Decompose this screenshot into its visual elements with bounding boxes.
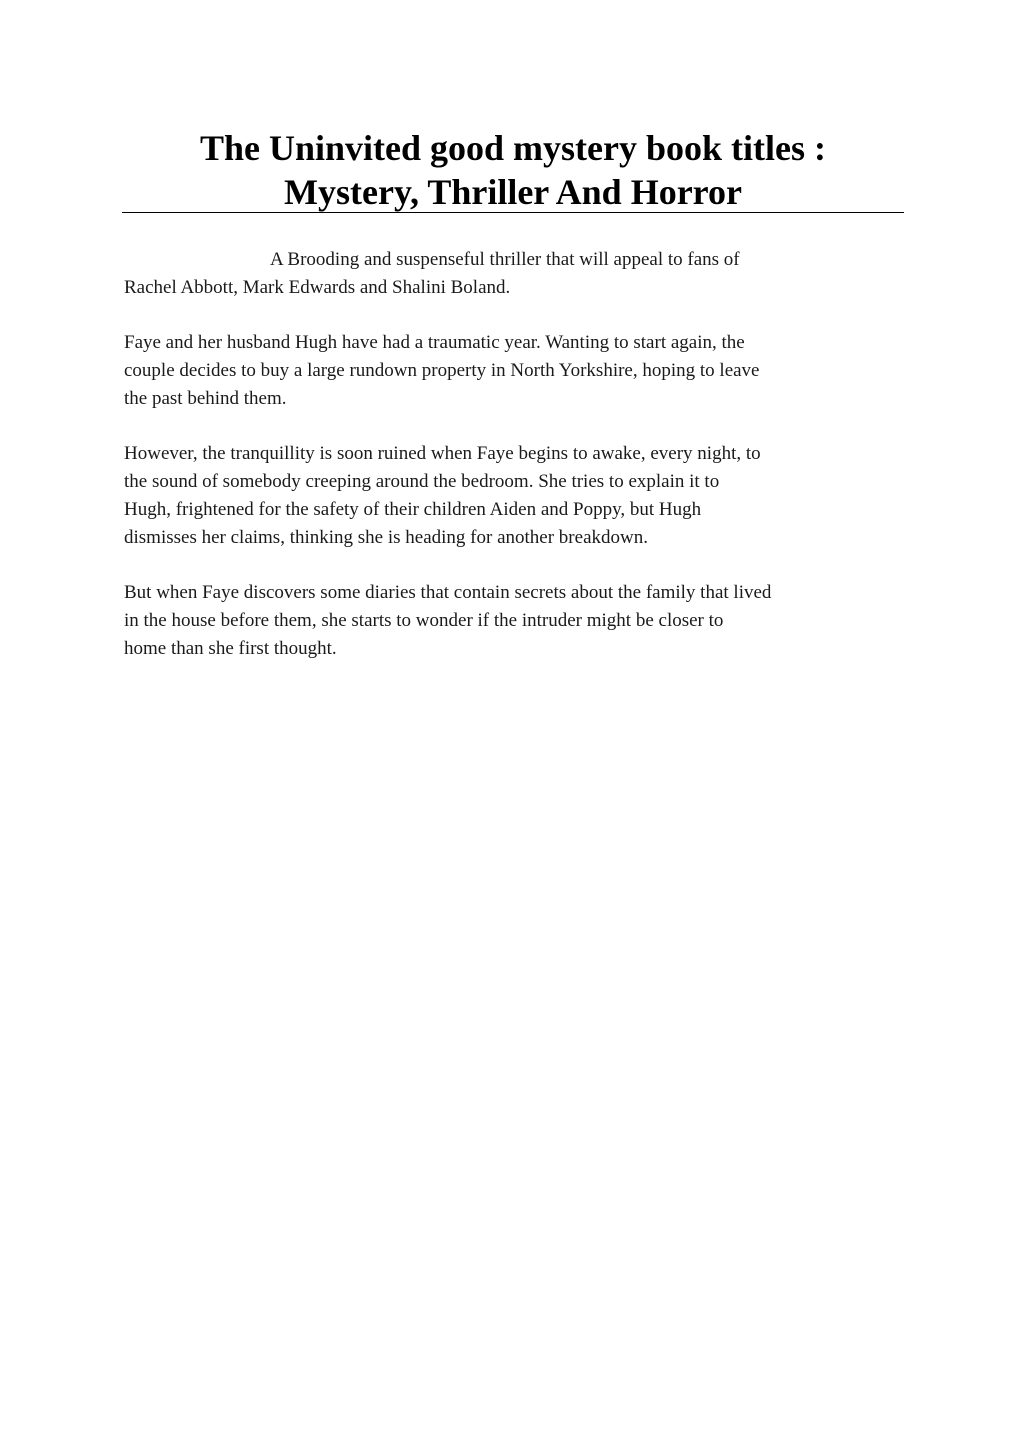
title-underline (122, 212, 904, 213)
paragraph-line: However, the tranquillity is soon ruined when Faye begins to awake, every night, to (124, 443, 761, 464)
paragraph-line: in the house before them, she starts to wonder if the intruder might be closer to (124, 610, 724, 631)
document-title (122, 126, 904, 214)
paragraph-line: the sound of somebody creeping around the bedroom. She tries to explain it to (124, 471, 720, 492)
title-line-2: Mystery, Thriller And Horror (284, 172, 742, 212)
paragraph-line: the past behind them. (124, 388, 287, 409)
paragraph-line: Rachel Abbott, Mark Edwards and Shalini Boland. (124, 277, 511, 298)
paragraph-twist (124, 579, 904, 663)
paragraph-conflict (124, 440, 904, 552)
paragraph-setup (124, 329, 904, 413)
document-body (124, 246, 904, 690)
paragraph-line: Faye and her husband Hugh have had a traumatic year. Wanting to start again, the (124, 332, 745, 353)
paragraph-line: dismisses her claims, thinking she is heading for another breakdown. (124, 527, 648, 548)
paragraph-line: Hugh, frightened for the safety of their children Aiden and Poppy, but Hugh (124, 499, 702, 520)
paragraph-line: couple decides to buy a large rundown property in North Yorkshire, hoping to leave (124, 360, 760, 381)
title-line-1: The Uninvited good mystery book titles : (199, 128, 826, 168)
paragraph-line: But when Faye discovers some diaries that contain secrets about the family that lived (124, 582, 772, 603)
paragraph-intro (124, 246, 904, 302)
paragraph-line: home than she first thought. (124, 638, 337, 659)
paragraph-line: A Brooding and suspenseful thriller that will appeal to fans of (270, 249, 740, 270)
